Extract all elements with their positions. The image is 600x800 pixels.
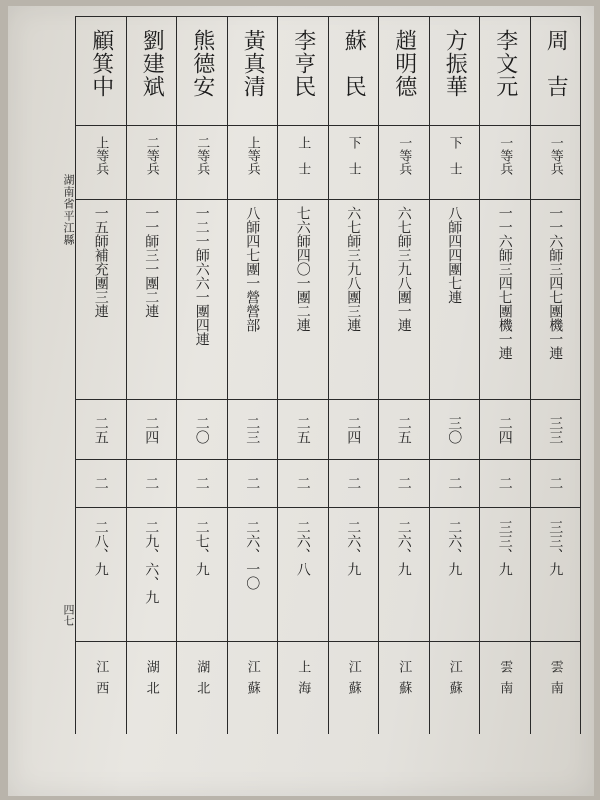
table-row (75, 16, 126, 734)
rank-cell: 下 士 (430, 126, 480, 200)
document-page (8, 6, 594, 796)
number-cell: 二 (531, 460, 581, 508)
table-row (530, 16, 582, 734)
date-cell: 二六、八 (278, 508, 328, 642)
age-cell: 二五 (379, 400, 429, 460)
number-cell: 二 (379, 460, 429, 508)
number-cell: 二 (278, 460, 328, 508)
number-cell: 二 (329, 460, 379, 508)
number-cell: 二 (228, 460, 278, 508)
unit-cell: 七六師四〇一團二連 (278, 200, 328, 400)
name-cell: 李文元 (480, 16, 530, 126)
age-cell: 二四 (127, 400, 177, 460)
table-row (429, 16, 480, 734)
rank-cell: 二等兵 (127, 126, 177, 200)
province-cell: 雲南 (497, 660, 513, 702)
province-cell: 江蘇 (345, 660, 361, 702)
age-cell: 二四 (329, 400, 379, 460)
number-cell: 二 (76, 460, 126, 508)
table-row (378, 16, 429, 734)
age-cell: 二〇 (177, 400, 227, 460)
province-cell: 湖北 (194, 660, 210, 702)
name-cell: 李亨民 (278, 16, 328, 126)
province-cell: 江蘇 (396, 660, 412, 702)
date-cell: 二六、一〇 (228, 508, 278, 642)
name-cell: 顧箕中 (76, 16, 126, 126)
table-row (277, 16, 328, 734)
rank-cell: 一等兵 (379, 126, 429, 200)
province-cell: 江蘇 (446, 660, 462, 702)
province-cell: 上海 (295, 660, 311, 702)
unit-cell: 六七師三九八團三連 (329, 200, 379, 400)
date-cell: 二六、九 (379, 508, 429, 642)
unit-cell: 一一六師三四七團機一連 (480, 200, 530, 400)
rank-cell: 一等兵 (531, 126, 581, 200)
table-row (176, 16, 227, 734)
date-cell: 三三、九 (531, 508, 581, 642)
rank-cell: 上 士 (278, 126, 328, 200)
age-cell: 二三 (228, 400, 278, 460)
unit-cell: 一一六師三四七團機一連 (531, 200, 581, 400)
province-cell: 江蘇 (244, 660, 260, 702)
province-cell: 江西 (93, 660, 109, 702)
roster-table (75, 16, 581, 734)
unit-cell: 一一師三一團二連 (127, 200, 177, 400)
table-row (479, 16, 530, 734)
date-cell: 三三、九 (480, 508, 530, 642)
name-cell: 趙明德 (379, 16, 429, 126)
number-cell: 二 (480, 460, 530, 508)
date-cell: 二六、九 (430, 508, 480, 642)
unit-cell: 一五師補充團三連 (76, 200, 126, 400)
number-cell: 二 (177, 460, 227, 508)
rank-cell: 上等兵 (76, 126, 126, 200)
table-row (126, 16, 177, 734)
rank-cell: 二等兵 (177, 126, 227, 200)
rank-cell: 上等兵 (228, 126, 278, 200)
unit-cell: 八師四七團一營營部 (228, 200, 278, 400)
age-cell: 二五 (278, 400, 328, 460)
name-cell: 黃真清 (228, 16, 278, 126)
table-row (328, 16, 379, 734)
date-cell: 二六、九 (329, 508, 379, 642)
date-cell: 二七、九 (177, 508, 227, 642)
name-cell: 蘇 民 (329, 16, 379, 126)
name-cell: 周 吉 (531, 16, 581, 126)
age-cell: 二五 (76, 400, 126, 460)
rank-cell: 一等兵 (480, 126, 530, 200)
age-cell: 三〇 (430, 400, 480, 460)
date-cell: 二九、六、九 (127, 508, 177, 642)
name-cell: 劉建斌 (127, 16, 177, 126)
name-cell: 熊德安 (177, 16, 227, 126)
running-title: 湖南省平江縣 (62, 174, 75, 246)
age-cell: 二四 (480, 400, 530, 460)
page-number: 四七 (62, 604, 75, 626)
date-cell: 二八、九 (76, 508, 126, 642)
number-cell: 二 (430, 460, 480, 508)
age-cell: 三三 (531, 400, 581, 460)
unit-cell: 八師四四團七連 (430, 200, 480, 400)
table-row (227, 16, 278, 734)
unit-cell: 一二一師六六一團四連 (177, 200, 227, 400)
unit-cell: 六七師三九八團一連 (379, 200, 429, 400)
rank-cell: 下 士 (329, 126, 379, 200)
province-cell: 湖北 (143, 660, 159, 702)
name-cell: 方振華 (430, 16, 480, 126)
number-cell: 二 (127, 460, 177, 508)
province-cell: 雲南 (547, 660, 563, 702)
